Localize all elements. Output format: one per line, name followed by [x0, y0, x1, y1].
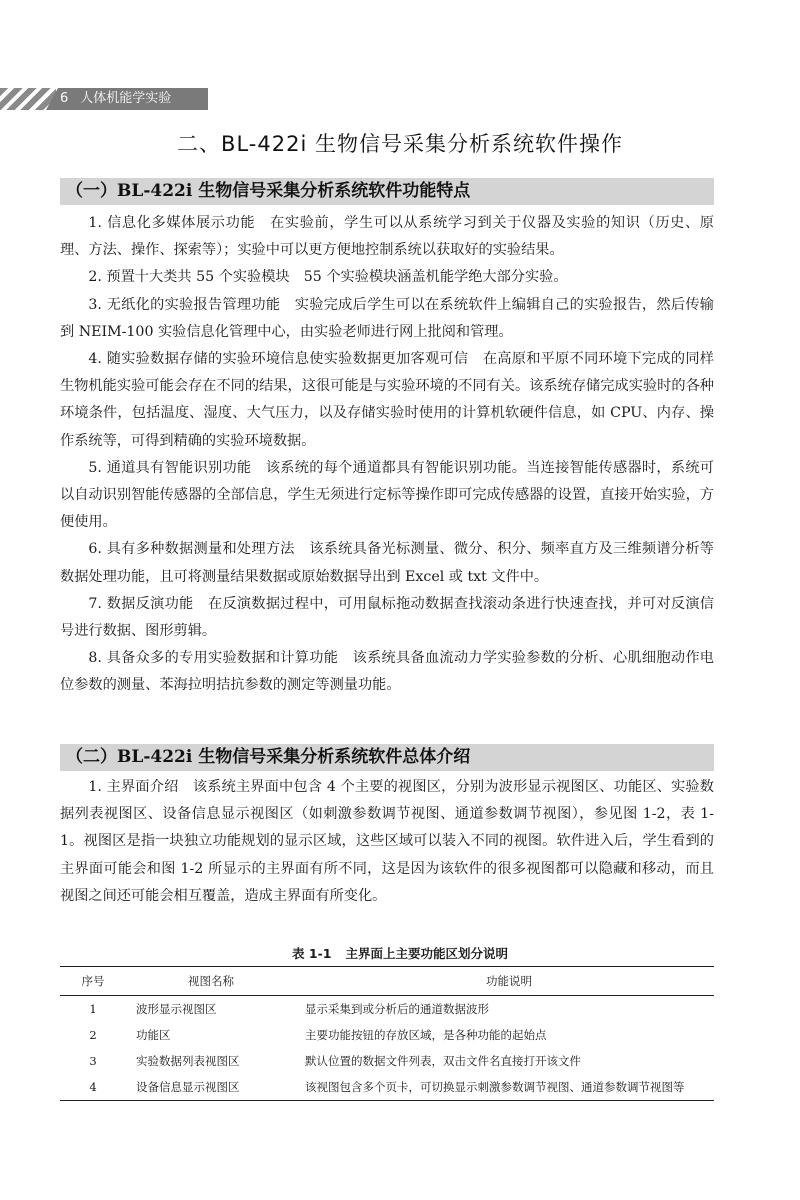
header-cell-desc: 功能说明: [297, 967, 714, 996]
cell-no: 3: [89, 1054, 97, 1068]
paragraph: 2. 预置十大类共 55 个实验模块 55 个实验模块涵盖机能学绝大部分实验。: [88, 269, 568, 286]
paragraph: 7. 数据反演功能 在反演数据过程中，可用鼠标拖动数据查找滚动条进行快速查找，并可对反演信号进行数据、图形剪辑。: [60, 595, 714, 640]
cell-name: 波形显示视图区: [136, 1002, 217, 1016]
paragraph: 8. 具备众多的专用实验数据和计算功能 该系统具备血流动力学实验参数的分析、心肌细胞动作电位参数的测量、苯海拉明拮抗参数的测定等测量功能。: [60, 650, 714, 694]
cell-name: 功能区: [136, 1028, 171, 1042]
cell-desc: 默认位置的数据文件列表，双击文件名直接打开该文件: [305, 1054, 581, 1068]
paragraph: 5. 通道具有智能识别功能 该系统的每个通道都具有智能识别功能。当连接智能传感器时，系统可以自动识别智能传感器的全部信息，学生无须进行定标等操作即可完成传感器的设置，直接开始实验，方便使用。: [60, 459, 714, 531]
paragraph: 4. 随实验数据存储的实验环境信息使实验数据更加客观可信 在高原和平原不同环境下完成的同样生物机能实验可能会存在不同的结果，这很可能是与实验环境的不同有关。该系统存储完成实验时的各种环境条件，包括温度、湿度、大气压力，以及存储实验时使用的计算机软硬件信息，如 CPU、内存、操作系统等，可得到精确的实验环境数据。: [60, 351, 714, 449]
chapter-title: 二、BL-422i 生物信号采集分析系统软件操作: [177, 132, 623, 156]
table-title: 主界面上主要功能区划分说明: [345, 946, 508, 961]
table-caption: [0, 944, 800, 962]
table-row: [60, 1048, 714, 1074]
cell-desc: 主要功能按钮的存放区域，是各种功能的起始点: [305, 1028, 547, 1042]
running-header: [0, 88, 208, 110]
cell-desc: 该视图包含多个页卡，可切换显示刺激参数调节视图、通道参数调节视图等: [297, 1074, 714, 1101]
header-cell-name: 视图名称: [126, 967, 297, 996]
header-cell-no: 序号: [60, 967, 126, 996]
paragraph: 6. 具有多种数据测量和处理方法 该系统具备光标测量、微分、积分、频率直方及三维频谱分析等数据处理功能，且可将测量结果数据或原始数据导出到 Excel 或 txt 文件中。: [60, 541, 714, 585]
paragraph: 1. 信息化多媒体展示功能 在实验前，学生可以从系统学习到关于仪器及实验的知识（历史、原理、方法、操作、探索等）；实验中可以更方便地控制系统以获取好的实验结果。: [60, 215, 714, 259]
table-header-row: [60, 967, 714, 996]
section-heading-overview: （二）BL-422i 生物信号采集分析系统软件总体介绍: [60, 744, 714, 771]
section-heading-features: （一）BL-422i 生物信号采集分析系统软件功能特点: [60, 178, 714, 205]
page-number: 6: [60, 91, 69, 106]
paragraph: 1. 主界面介绍 该系统主界面中包含 4 个主要的视图区，分别为波形显示视图区、功能区、实验数据列表视图区、设备信息显示视图区（如刺激参数调节视图、通道参数调节视图），参见图 1-2，表 1-1。视图区是指一块独立功能规划的显示区域，这些区域可以装入不同的视图。软件进入后，学生看到的主界面可能会和图 1-2 所显示的主界面有所不同，这是因为该软件的很多视图都可以隐藏和移动，而且视图之间还可能会相互覆盖，造成主界面有所变化。: [60, 779, 714, 904]
table-row: [60, 996, 714, 1023]
section-features-body: [60, 210, 714, 700]
cell-no: 4: [60, 1074, 126, 1101]
paragraph: 3. 无纸化的实验报告管理功能 实验完成后学生可以在系统软件上编辑自己的实验报告，然后传输到 NEIM-100 实验信息化管理中心，由实验老师进行网上批阅和管理。: [60, 296, 714, 340]
header-text: [60, 88, 171, 110]
cell-name: 实验数据列表视图区: [136, 1054, 240, 1068]
header-stripes-decoration: [0, 88, 56, 110]
cell-no: 1: [89, 1002, 97, 1016]
table-row: [60, 1022, 714, 1048]
section-overview-body: [60, 774, 714, 910]
cell-name: 设备信息显示视图区: [126, 1074, 297, 1101]
table-row: [60, 1074, 714, 1101]
cell-desc: 显示采集到或分析后的通道数据波形: [305, 1002, 489, 1016]
cell-no: 2: [89, 1028, 97, 1042]
table-number: 表 1-1: [292, 946, 332, 961]
function-area-table: [60, 966, 714, 1101]
book-title: 人体机能学实验: [80, 91, 172, 106]
